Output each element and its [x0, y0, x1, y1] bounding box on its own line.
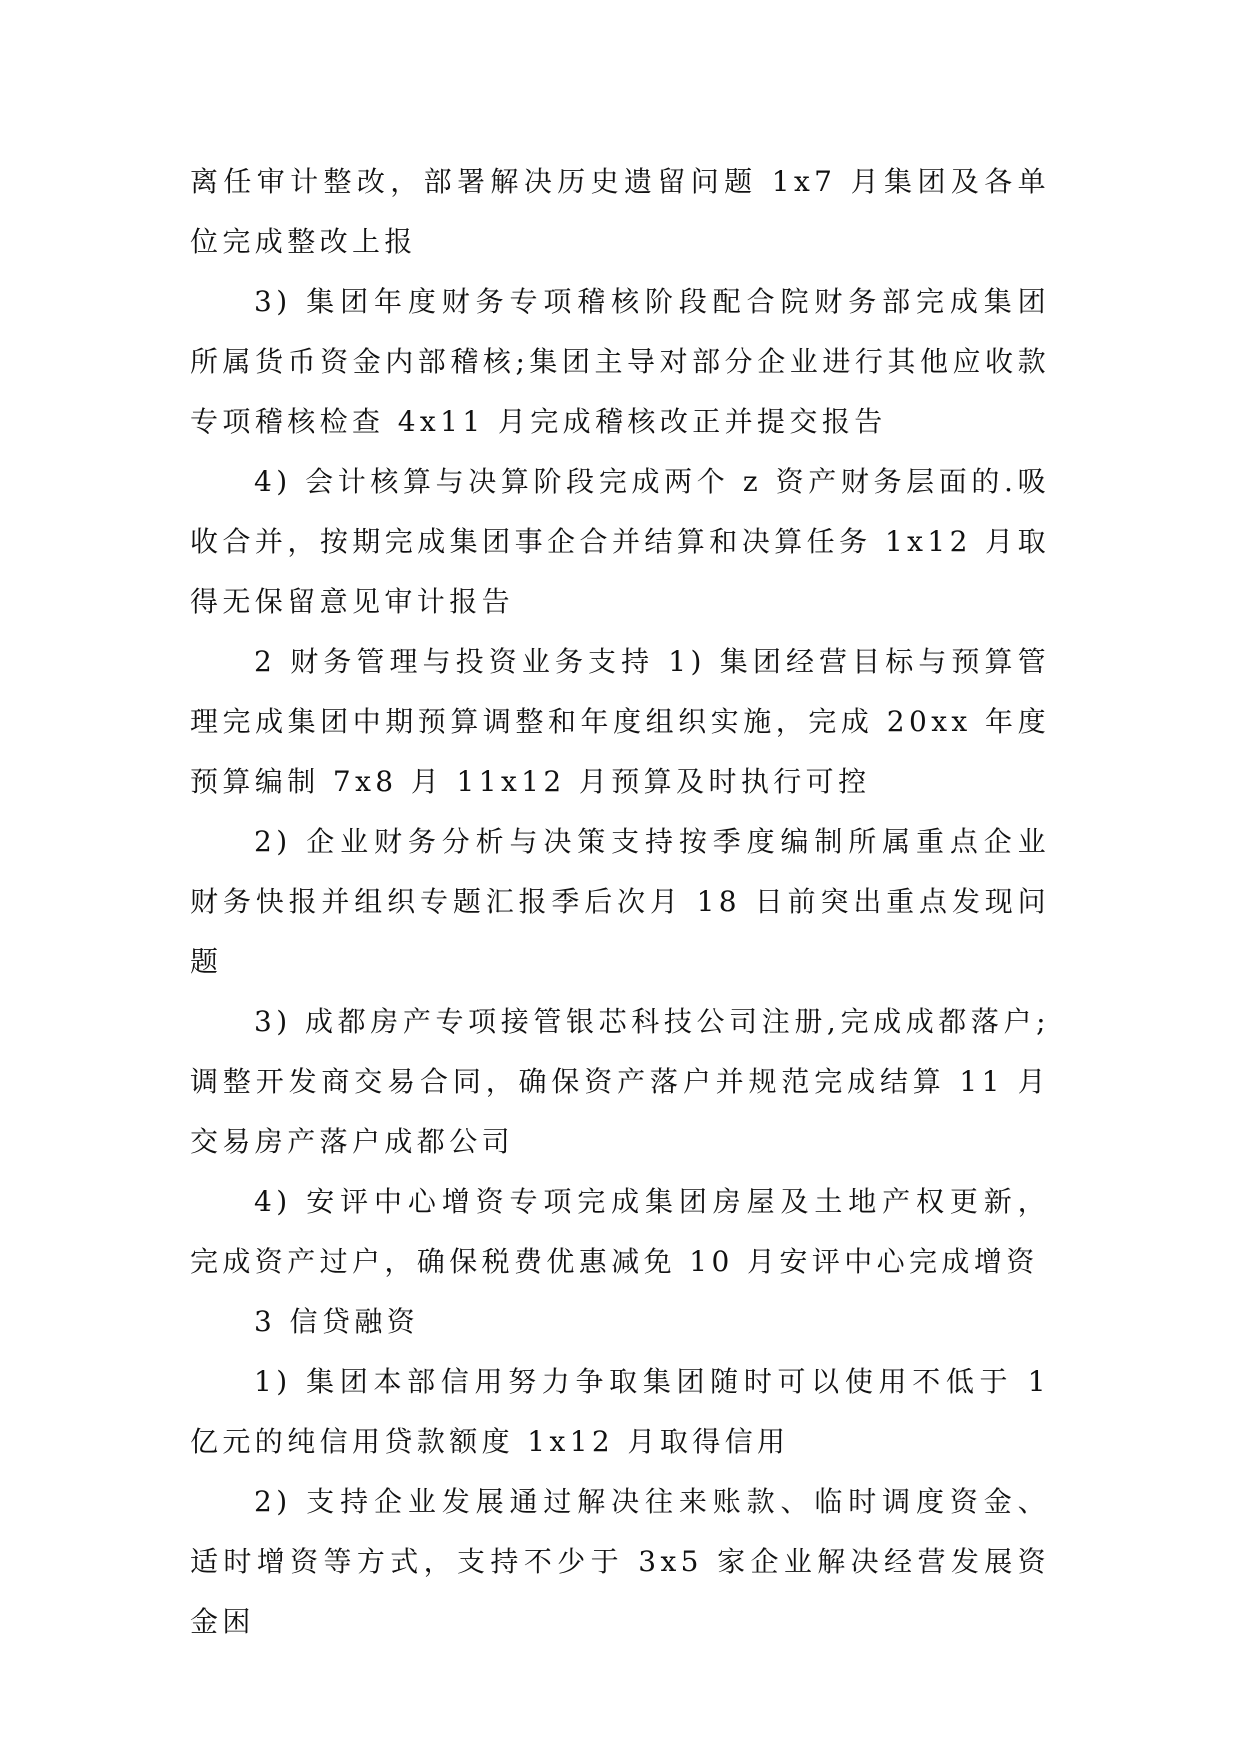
paragraph: 4) 安评中心增资专项完成集团房屋及土地产权更新，完成资产过户，确保税费优惠减免 10 月安评中心完成增资: [190, 1185, 1050, 1278]
paragraph: 2) 支持企业发展通过解决往来账款、临时调度资金、适时增资等方式，支持不少于 3x5 家企业解决经营发展资金困: [190, 1485, 1050, 1638]
paragraph: 3) 集团年度财务专项稽核阶段配合院财务部完成集团所属货币资金内部稽核;集团主导对部分企业进行其他应收款专项稽核检查 4x11 月完成稽核改正并提交报告: [190, 285, 1050, 438]
paragraph: 1) 集团本部信用努力争取集团随时可以使用不低于 1 亿元的纯信用贷款额度 1x12 月取得信用: [190, 1365, 1050, 1458]
paragraph: 3) 成都房产专项接管银芯科技公司注册,完成成都落户;调整开发商交易合同，确保资产落户并规范完成结算 11 月交易房产落户成都公司: [190, 1005, 1050, 1158]
paragraph: 2 财务管理与投资业务支持 1) 集团经营目标与预算管理完成集团中期预算调整和年度组织实施，完成 20xx 年度预算编制 7x8 月 11x12 月预算及时执行可控: [190, 645, 1050, 798]
paragraph: 3 信贷融资: [254, 1305, 420, 1338]
paragraph: 离任审计整改，部署解决历史遗留问题 1x7 月集团及各单位完成整改上报: [190, 165, 1050, 258]
paragraph: 2) 企业财务分析与决策支持按季度编制所属重点企业财务快报并组织专题汇报季后次月 18 日前突出重点发现问题: [190, 825, 1050, 978]
document-body: [190, 152, 1050, 1652]
paragraph: 4) 会计核算与决算阶段完成两个 z 资产财务层面的.吸收合并，按期完成集团事企合并结算和决算任务 1x12 月取得无保留意见审计报告: [190, 465, 1050, 618]
